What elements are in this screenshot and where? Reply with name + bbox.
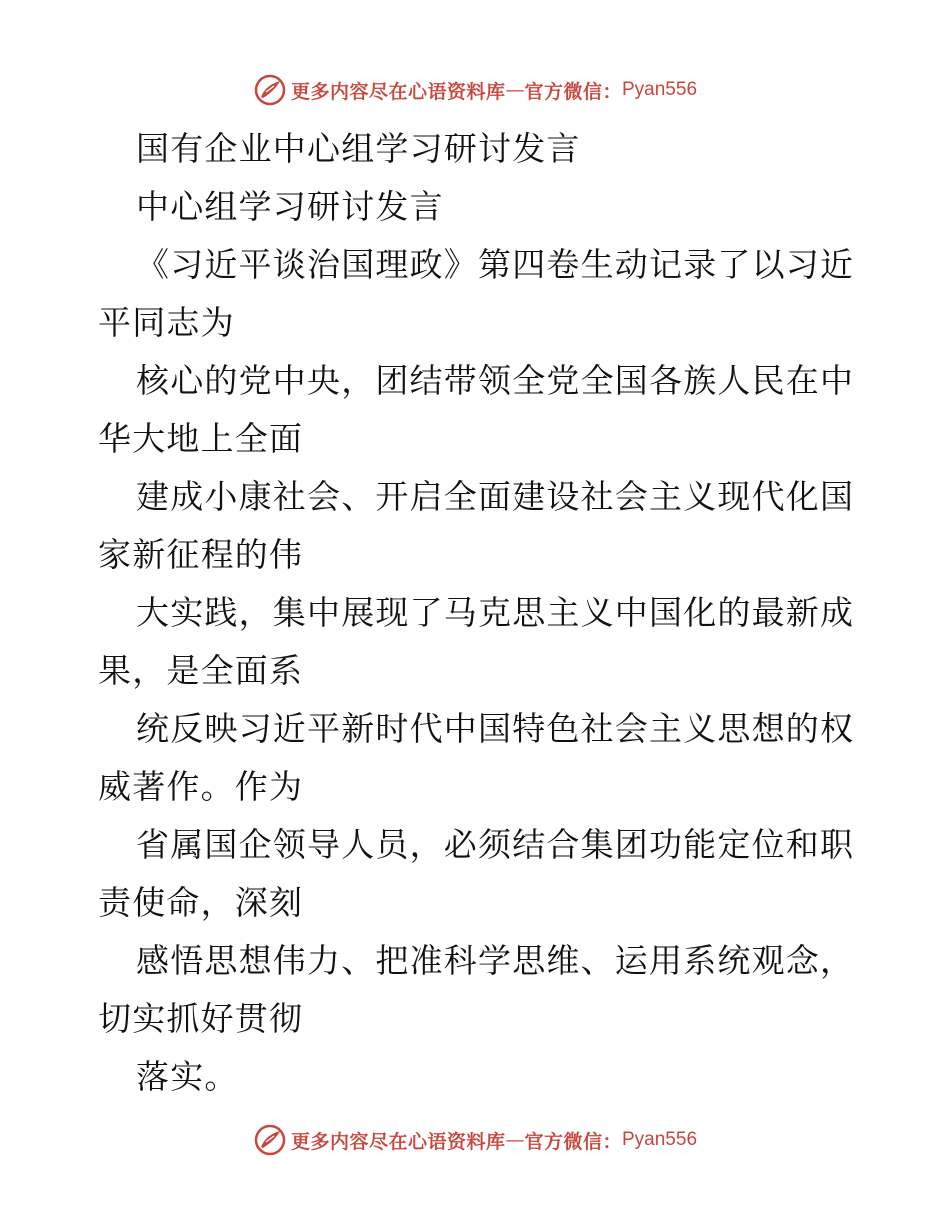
paragraph-line: 切实抓好贯彻	[98, 999, 304, 1038]
watermark-title: 更多内容尽在心语资料库	[290, 1130, 506, 1153]
watermark-wechat-id: Pyan556	[622, 1129, 698, 1150]
watermark-wechat-label: 官方微信：	[524, 80, 622, 103]
paragraph-line: 落实。	[136, 1057, 239, 1096]
paragraph-line: 责使命，深刻	[98, 883, 304, 922]
paragraph-line: 省属国企领导人员，必须结合集团功能定位和职	[136, 825, 855, 864]
document-body	[98, 120, 858, 1106]
paragraph-line: 核心的党中央，团结带领全党全国各族人民在中	[136, 361, 855, 400]
watermark-header	[0, 70, 950, 110]
watermark-separator: —	[505, 79, 525, 101]
document-title: 国有企业中心组学习研讨发言	[136, 129, 581, 168]
paragraph-line: 感悟思想伟力、把准科学思维、运用系统观念，	[136, 941, 855, 980]
paragraph-line: 华大地上全面	[98, 419, 304, 458]
watermark-wechat-label: 官方微信：	[524, 1130, 622, 1153]
pen-logo-icon	[253, 1123, 287, 1157]
watermark-footer	[0, 1120, 950, 1160]
paragraph-line: 统反映习近平新时代中国特色社会主义思想的权	[136, 709, 855, 748]
watermark-title: 更多内容尽在心语资料库	[290, 80, 506, 103]
pen-logo-icon	[253, 73, 287, 107]
watermark-wechat-id: Pyan556	[622, 79, 698, 100]
paragraph-line: 建成小康社会、开启全面建设社会主义现代化国	[136, 477, 855, 516]
paragraph-line: 威著作。作为	[98, 767, 304, 806]
paragraph-line: 大实践，集中展现了马克思主义中国化的最新成	[136, 593, 855, 632]
paragraph-line: 平同志为	[98, 303, 235, 342]
paragraph-line: 《习近平谈治国理政》第四卷生动记录了以习近	[136, 245, 855, 284]
document-subtitle: 中心组学习研讨发言	[136, 187, 444, 226]
paragraph-line: 家新征程的伟	[98, 535, 304, 574]
paragraph-line: 果，是全面系	[98, 651, 304, 690]
watermark-separator: —	[505, 1129, 525, 1151]
